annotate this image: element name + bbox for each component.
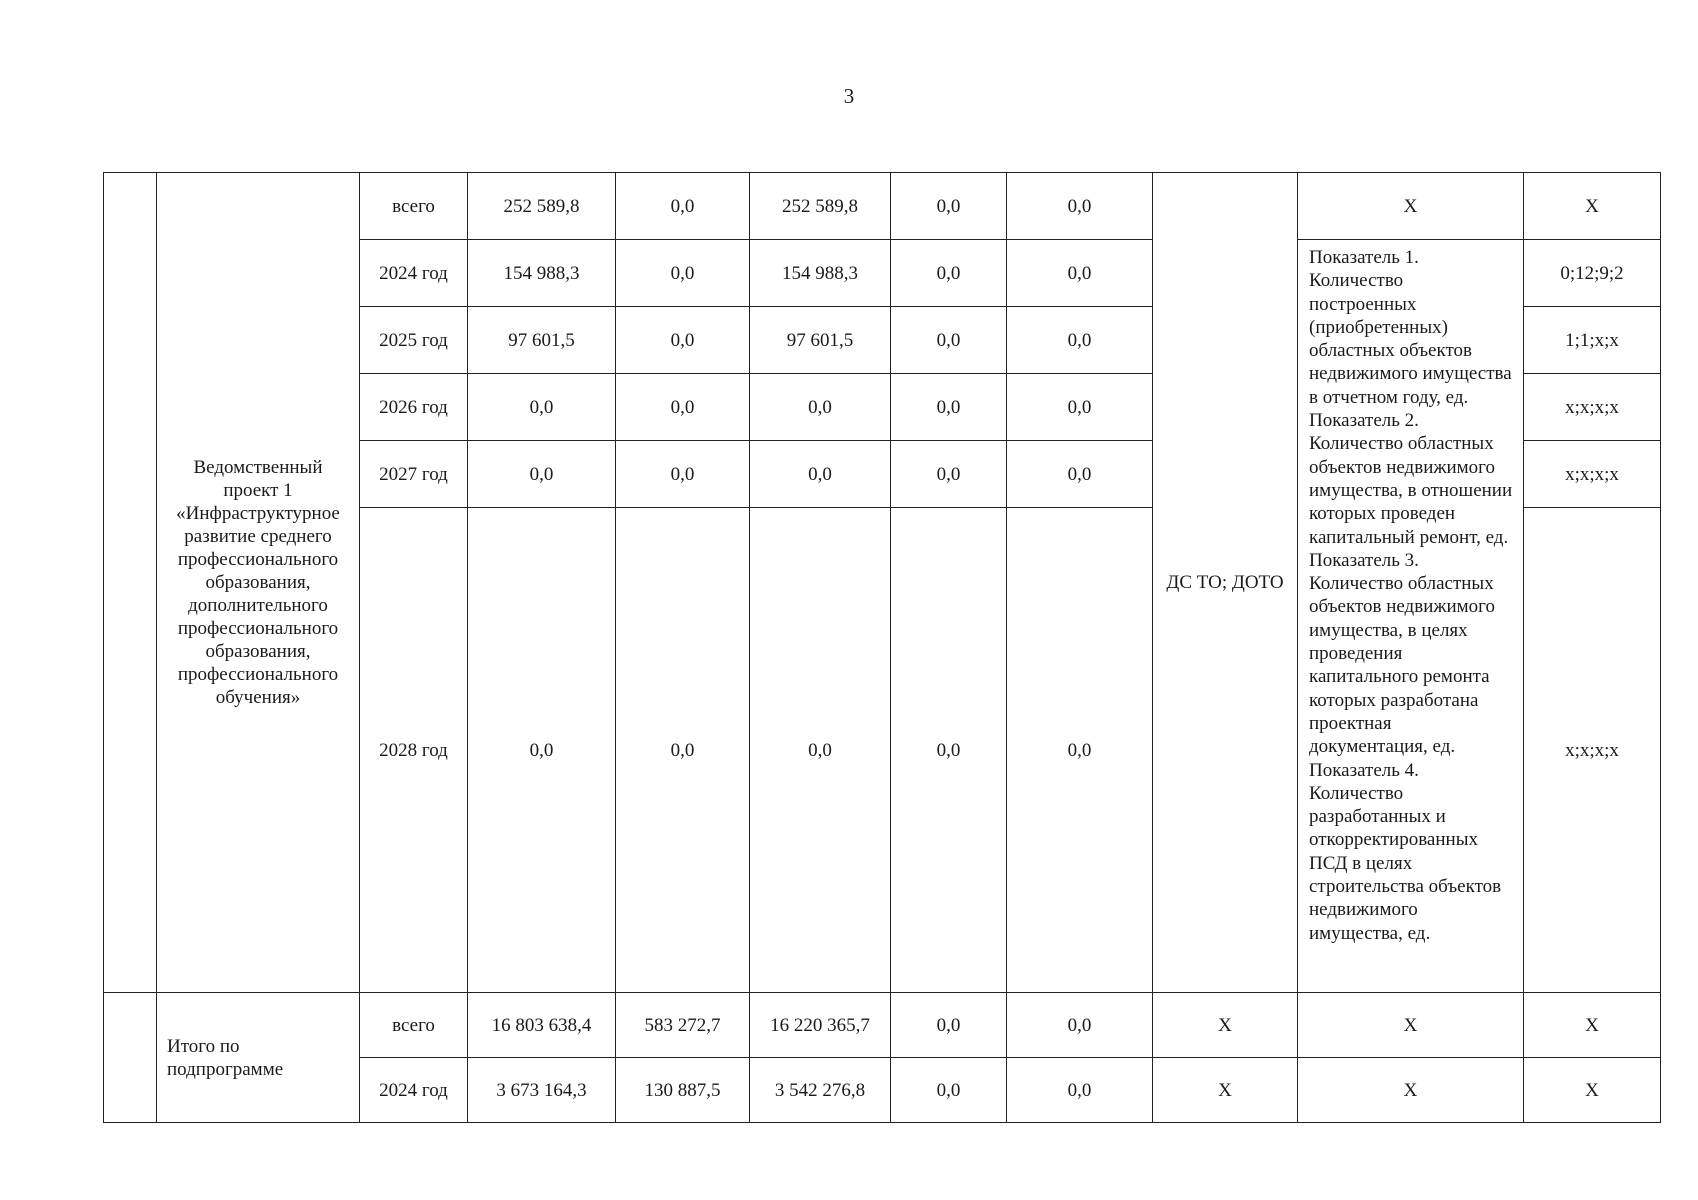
other-cell: 0,0 (1007, 173, 1153, 240)
federal-cell: 130 887,5 (616, 1058, 750, 1123)
regional-cell: 0,0 (750, 374, 891, 441)
table-row (104, 993, 1661, 1058)
total-cell: 16 803 638,4 (468, 993, 616, 1058)
indicator-value-cell: Х (1524, 1058, 1661, 1123)
local-cell: 0,0 (891, 374, 1007, 441)
local-cell: 0,0 (891, 307, 1007, 374)
period-cell: 2024 год (360, 240, 468, 307)
total-cell: 0,0 (468, 441, 616, 508)
page-number: 3 (843, 84, 855, 108)
indicator-value-cell: х;х;х;х (1524, 374, 1661, 441)
regional-cell: 97 601,5 (750, 307, 891, 374)
indicator-3-text: Показатель 3. Количество областных объектов недвижимого имущества, в целях проведения капитального ремонта которых разработана проектная документация, ед. (1309, 549, 1496, 758)
period-cell: всего (360, 993, 468, 1058)
indicator-4-text: Показатель 4. Количество разработанных и откорректированных ПСД в целях строительства объектов недвижимого имущества, ед. (1309, 759, 1502, 944)
indicator-header-cell: Х (1298, 173, 1524, 240)
number-cell (104, 173, 157, 993)
other-cell: 0,0 (1007, 508, 1153, 993)
other-cell: 0,0 (1007, 374, 1153, 441)
indicator-cell: Х (1298, 1058, 1524, 1123)
local-cell: 0,0 (891, 240, 1007, 307)
executor-cell: Х (1153, 993, 1298, 1058)
indicator-value-cell: 1;1;х;х (1524, 307, 1661, 374)
regional-cell: 3 542 276,8 (750, 1058, 891, 1123)
federal-cell: 0,0 (616, 173, 750, 240)
indicator-cell: Х (1298, 993, 1524, 1058)
number-cell (104, 993, 157, 1123)
indicator-2-text: Показатель 2. Количество областных объектов недвижимого имущества, в отношении которых проведен капитальный ремонт, ед. (1309, 410, 1513, 548)
indicator-value-cell: Х (1524, 993, 1661, 1058)
period-cell: 2025 год (360, 307, 468, 374)
other-cell: 0,0 (1007, 307, 1153, 374)
total-cell: 3 673 164,3 (468, 1058, 616, 1123)
local-cell: 0,0 (891, 173, 1007, 240)
total-cell: 97 601,5 (468, 307, 616, 374)
other-cell: 0,0 (1007, 240, 1153, 307)
regional-cell: 154 988,3 (750, 240, 891, 307)
period-cell: 2027 год (360, 441, 468, 508)
total-cell: 154 988,3 (468, 240, 616, 307)
federal-cell: 583 272,7 (616, 993, 750, 1058)
local-cell: 0,0 (891, 508, 1007, 993)
other-cell: 0,0 (1007, 1058, 1153, 1123)
project-name-cell: Ведомственный проект 1 «Инфраструктурное развитие среднего профессионального образования, дополнительного профессионального образования, профессионального обучения» (157, 173, 360, 993)
period-cell: всего (360, 173, 468, 240)
period-cell: 2028 год (360, 508, 468, 993)
total-cell: 0,0 (468, 508, 616, 993)
other-cell: 0,0 (1007, 441, 1153, 508)
regional-cell: 16 220 365,7 (750, 993, 891, 1058)
regional-cell: 0,0 (750, 441, 891, 508)
executor-cell: Х (1153, 1058, 1298, 1123)
local-cell: 0,0 (891, 1058, 1007, 1123)
period-cell: 2026 год (360, 374, 468, 441)
federal-cell: 0,0 (616, 441, 750, 508)
local-cell: 0,0 (891, 441, 1007, 508)
indicator-value-cell: х;х;х;х (1524, 441, 1661, 508)
federal-cell: 0,0 (616, 508, 750, 993)
table-row (104, 173, 1661, 240)
total-cell: 0,0 (468, 374, 616, 441)
period-cell: 2024 год (360, 1058, 468, 1123)
indicator-value-cell: 0;12;9;2 (1524, 240, 1661, 307)
total-cell: 252 589,8 (468, 173, 616, 240)
indicator-value-cell: Х (1524, 173, 1661, 240)
federal-cell: 0,0 (616, 240, 750, 307)
other-cell: 0,0 (1007, 993, 1153, 1058)
indicator-value-cell: х;х;х;х (1524, 508, 1661, 993)
indicator-1-text: Показатель 1. Количество построенных (приобретенных) областных объектов недвижимого имущества в отчетном году, ед. (1309, 247, 1512, 408)
indicators-cell (1298, 240, 1524, 993)
federal-cell: 0,0 (616, 307, 750, 374)
subprogram-total-label: Итого по подпрограмме (157, 993, 360, 1123)
regional-cell: 252 589,8 (750, 173, 891, 240)
executor-cell (1153, 173, 1298, 993)
regional-cell: 0,0 (750, 508, 891, 993)
program-table (103, 172, 1661, 1123)
federal-cell: 0,0 (616, 374, 750, 441)
local-cell: 0,0 (891, 993, 1007, 1058)
executor-text: ДС ТО; ДОТО (1166, 572, 1284, 593)
